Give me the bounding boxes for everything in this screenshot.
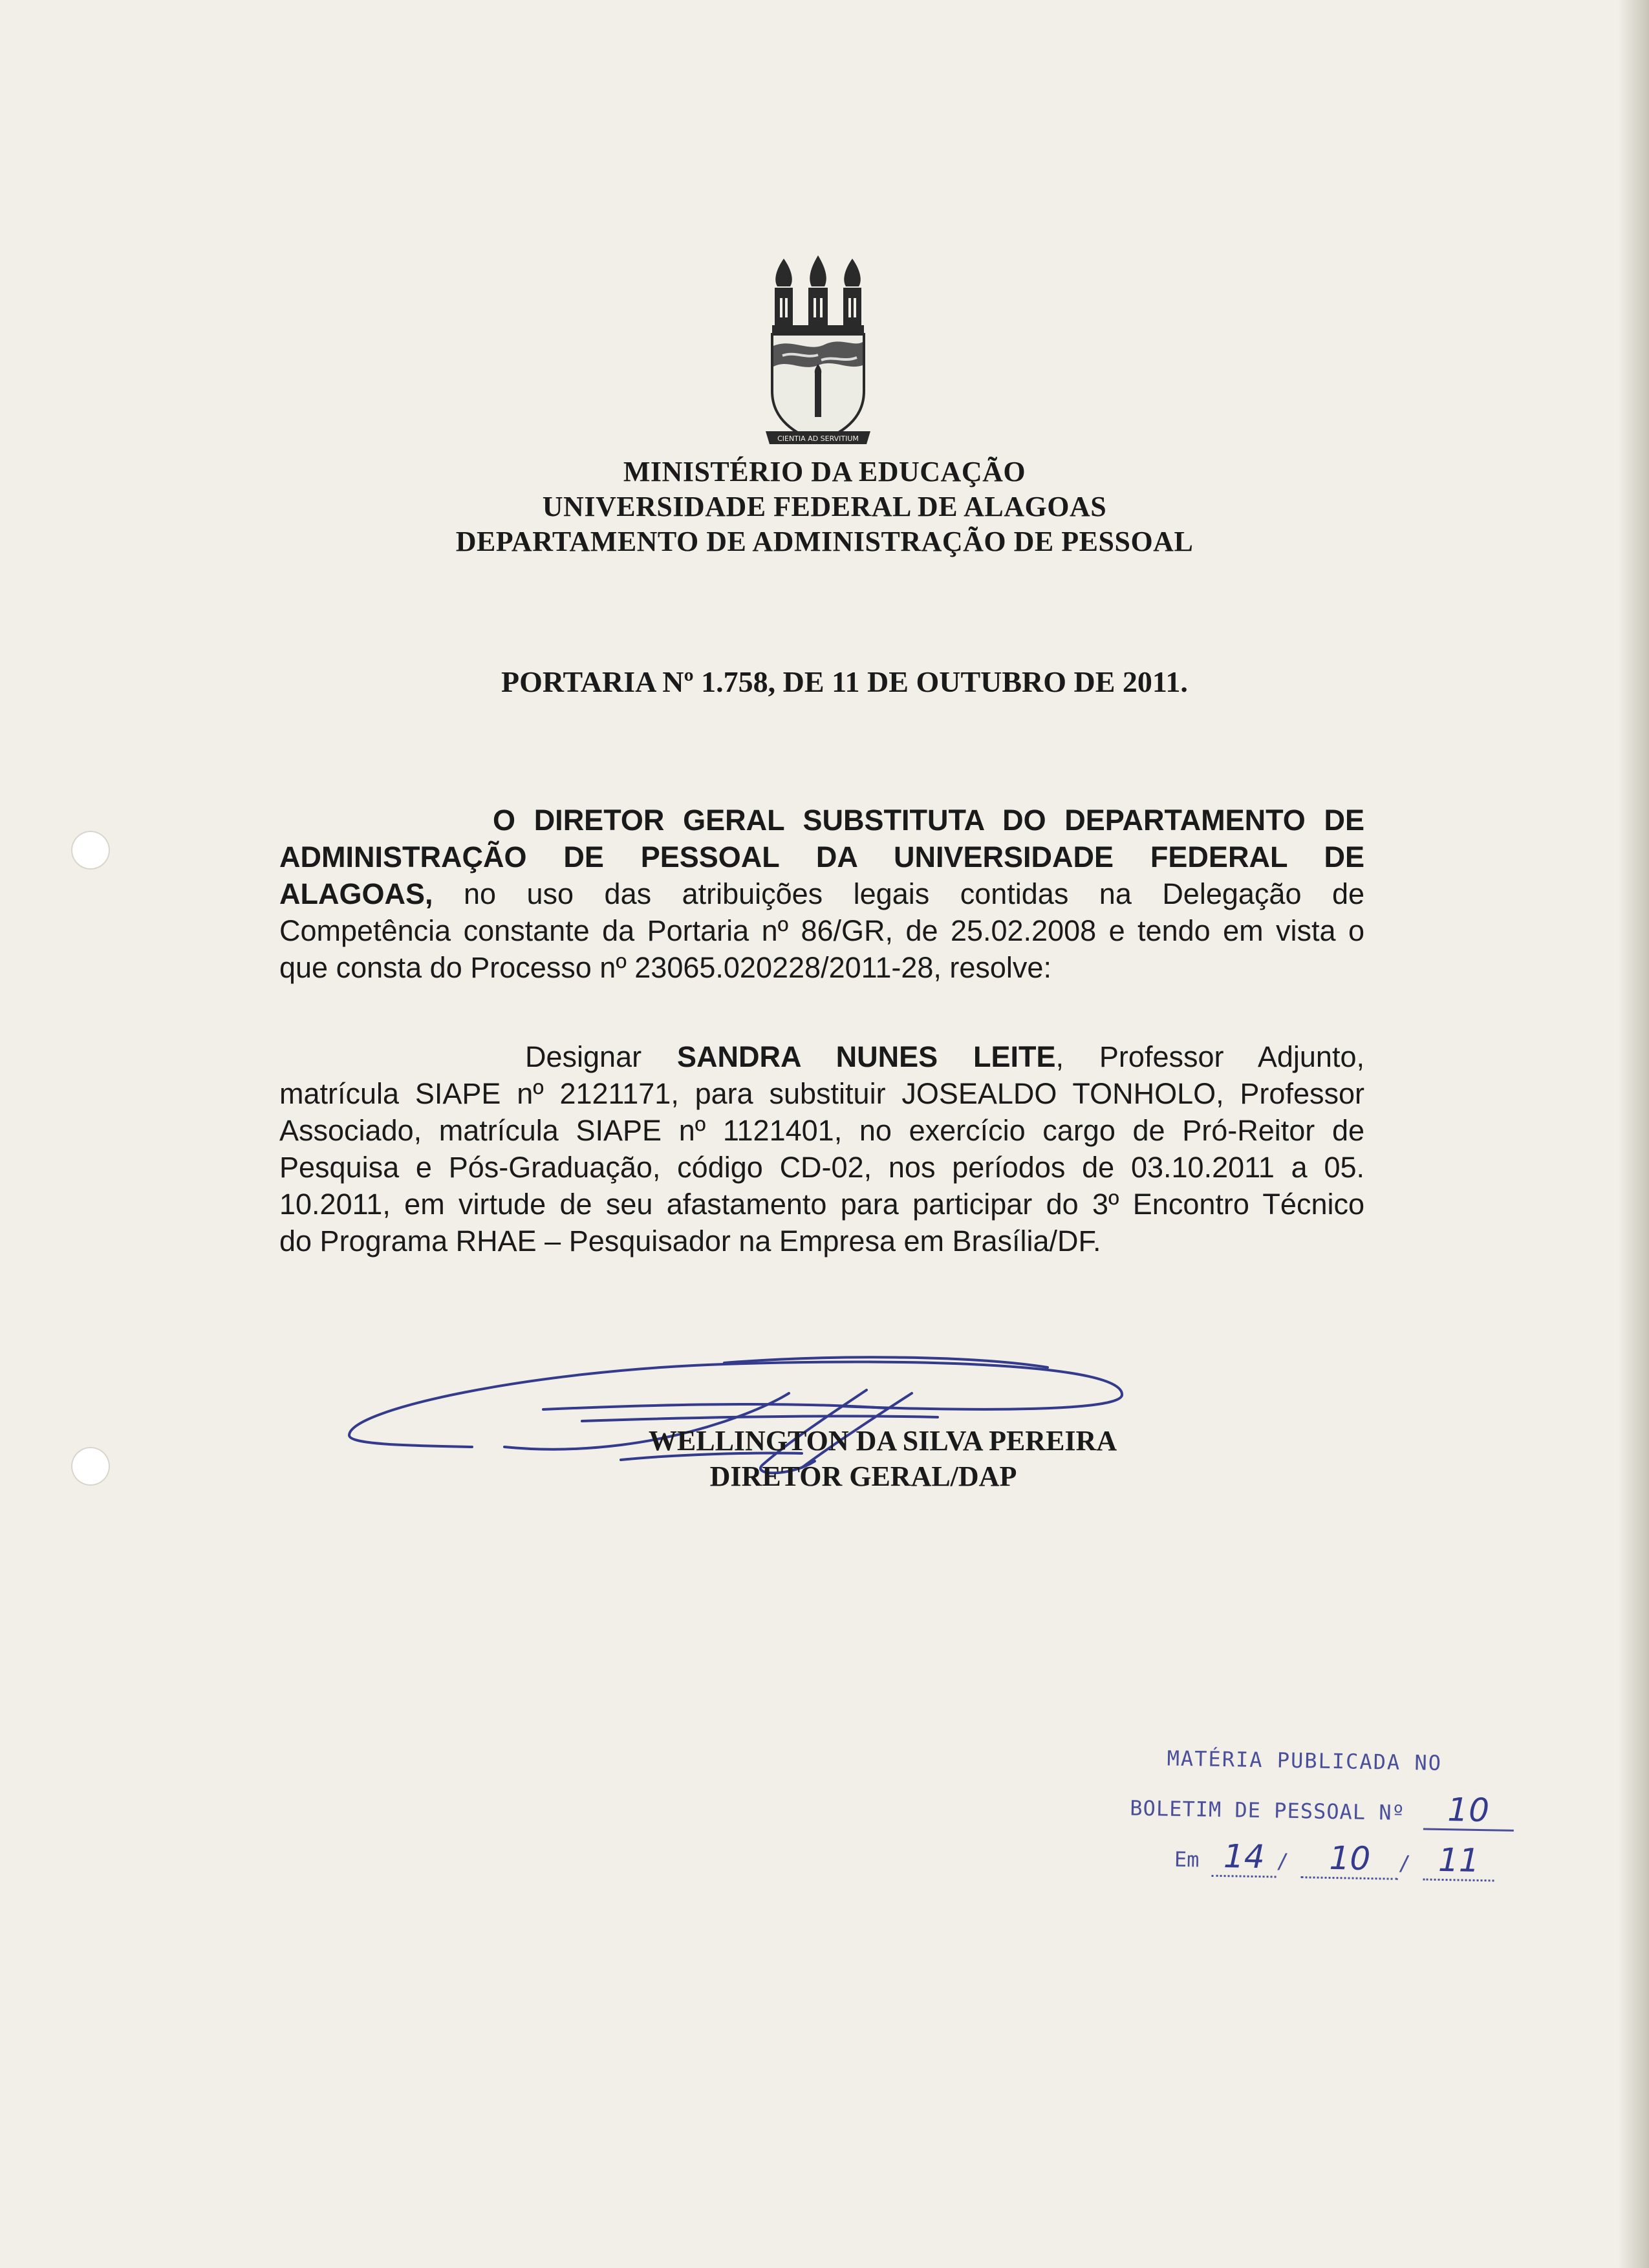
header-university: UNIVERSIDADE FEDERAL DE ALAGOAS	[542, 491, 1107, 522]
page-edge-shadow	[1618, 0, 1649, 2268]
svg-text:CIENTIA AD SERVITIUM: CIENTIA AD SERVITIUM	[777, 434, 859, 443]
preamble-line-4: Competência constante da Portaria nº 86/GR, de 25.02.2008 e tendo em vista o	[279, 914, 1364, 947]
body-line-2: matrícula SIAPE nº 2121171, para substituir JOSEALDO TONHOLO, Professor	[279, 1077, 1364, 1110]
punch-hole-top	[71, 831, 110, 870]
ufal-crest-icon	[763, 255, 873, 456]
body-paragraph	[279, 1038, 1364, 1259]
signatory-title: DIRETOR GERAL/DAP	[709, 1460, 1017, 1492]
designee-name: SANDRA NUNES LEITE	[676, 1040, 1056, 1073]
preamble-text-3: no uso das atribuições legais contidas na Delegação de	[433, 877, 1364, 910]
signatory-name: WELLINGTON DA SILVA PEREIRA	[648, 1425, 1117, 1457]
body-line-4: Pesquisa e Pós-Graduação, código CD-02, nos períodos de 03.10.2011 a 05.	[279, 1151, 1364, 1184]
stamp-line-2: BOLETIM DE PESSOAL Nº 10	[1130, 1786, 1514, 1832]
header-ministry: MINISTÉRIO DA EDUCAÇÃO	[623, 456, 1026, 487]
preamble-bold-3: ALAGOAS,	[279, 877, 433, 910]
stamp-line-3: Em 14 / 10 / 11	[1174, 1837, 1495, 1882]
preamble-paragraph	[279, 802, 1364, 986]
stamp-line-1: MATÉRIA PUBLICADA NO	[1167, 1746, 1443, 1775]
publication-stamp	[1121, 1745, 1544, 1901]
body-text-1b: , Professor Adjunto,	[1055, 1040, 1364, 1073]
stamp-year: 11	[1438, 1841, 1480, 1879]
header-department: DEPARTAMENTO DE ADMINISTRAÇÃO DE PESSOAL	[455, 526, 1194, 557]
preamble-line-5: que consta do Processo nº 23065.020228/2011-28, resolve:	[279, 951, 1051, 984]
body-line-6: do Programa RHAE – Pesquisador na Empresa em Brasília/DF.	[279, 1225, 1101, 1257]
body-text-1a: Designar	[525, 1040, 677, 1073]
bulletin-number: 10	[1447, 1791, 1491, 1830]
stamp-month: 10	[1329, 1839, 1371, 1878]
preamble-bold-2: ADMINISTRAÇÃO DE PESSOAL DA UNIVERSIDADE FEDERAL DE	[279, 840, 1364, 873]
body-line-3: Associado, matrícula SIAPE nº 1121401, no exercício cargo de Pró-Reitor de	[279, 1114, 1364, 1147]
portaria-title: PORTARIA Nº 1.758, DE 11 DE OUTUBRO DE 2011.	[501, 665, 1188, 698]
preamble-bold-1: O DIRETOR GERAL SUBSTITUTA DO DEPARTAMENTO DE	[493, 804, 1364, 837]
body-line-5: 10.2011, em virtude de seu afastamento para participar do 3º Encontro Técnico	[279, 1188, 1364, 1221]
stamp-day: 14	[1223, 1837, 1266, 1876]
